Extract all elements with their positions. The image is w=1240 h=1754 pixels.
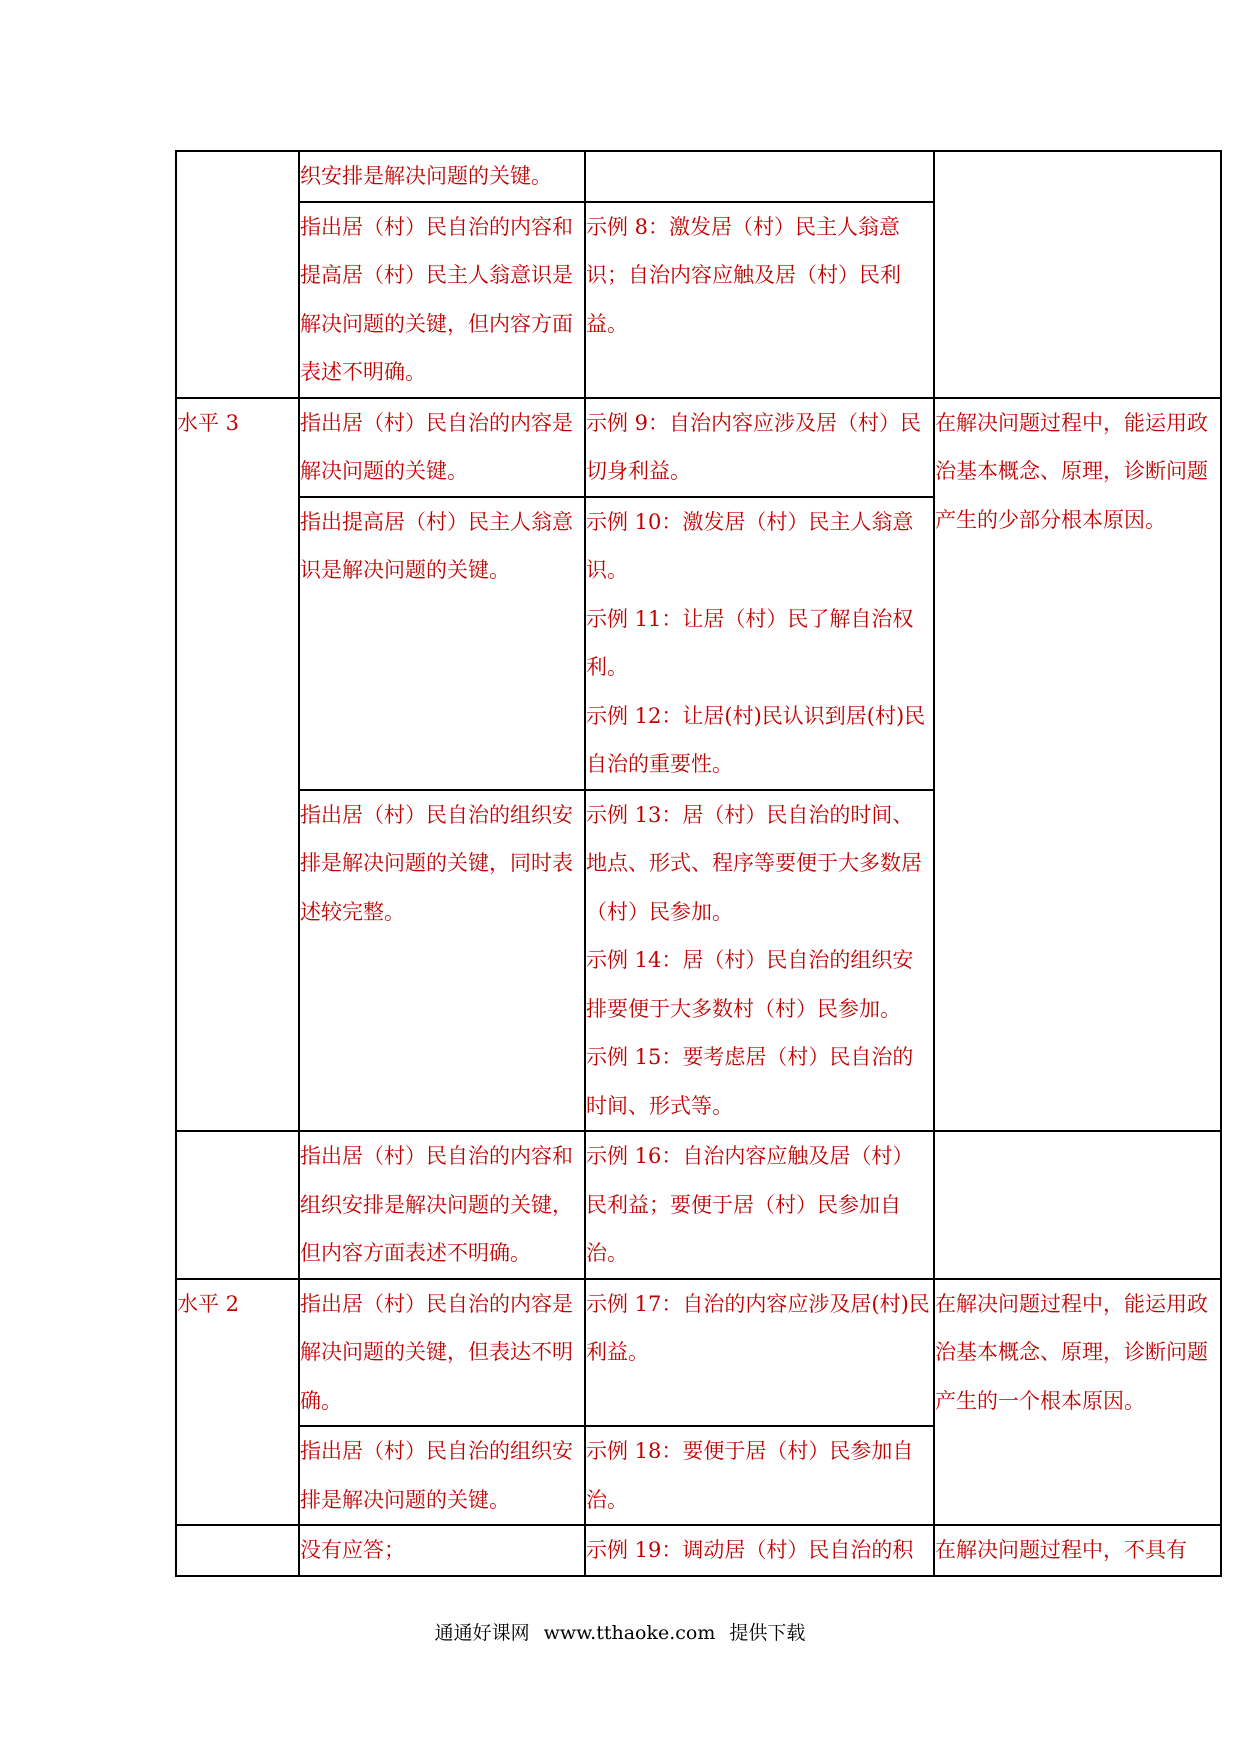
- example-text: 示例 12：让居(村)民认识到居(村)民自治的重要性。: [586, 703, 926, 776]
- scoring-point-cell: 指出居（村）民自治的内容和组织安排是解决问题的关键，但内容方面表述不明确。: [299, 1131, 585, 1279]
- example-text: 示例 16：自治内容应触及居（村）民利益；要便于居（村）民参加自治。: [586, 1144, 914, 1265]
- example-text: 示例 9：自治内容应涉及居（村）民切身利益。: [586, 410, 922, 483]
- scoring-point-cell: 没有应答；: [299, 1525, 585, 1576]
- level-label: 水平 2: [177, 1291, 240, 1316]
- level-label-cell: [176, 398, 299, 1132]
- scoring-point-cell: 指出居（村）民自治的内容是解决问题的关键，但表达不明确。: [299, 1279, 585, 1427]
- example-cell: [585, 1426, 934, 1525]
- level-cell-empty: [176, 1525, 299, 1576]
- example-text: 示例 11：让居（村）民了解自治权利。: [586, 606, 914, 679]
- example-text: 示例 14：居（村）民自治的组织安排要便于大多数村（村）民参加。: [586, 948, 914, 1021]
- footer-url[interactable]: www.tthaoke.com: [543, 1622, 716, 1644]
- example-cell: [585, 151, 934, 202]
- example-text: 示例 10：激发居（村）民主人翁意识。: [586, 509, 914, 582]
- level-cell-empty: [176, 151, 299, 398]
- level-description-cell: [934, 398, 1221, 1132]
- scoring-point-cell: 织安排是解决问题的关键。: [299, 151, 585, 202]
- example-cell: [585, 1525, 934, 1576]
- example-cell: [585, 398, 934, 497]
- level-label-cell: [176, 1279, 299, 1526]
- scoring-point-cell: 指出居（村）民自治的组织安排是解决问题的关键。: [299, 1426, 585, 1525]
- rubric-table: [175, 150, 1222, 1577]
- example-cell: [585, 1279, 934, 1427]
- page-footer: [0, 1618, 1240, 1645]
- table-row: [176, 1279, 1221, 1427]
- example-text: 示例 15：要考虑居（村）民自治的时间、形式等。: [586, 1045, 914, 1118]
- level-label: 水平 3: [177, 410, 240, 435]
- footer-note: 提供下载: [729, 1622, 806, 1644]
- scoring-point-cell: 指出居（村）民自治的内容和提高居（村）民主人翁意识是解决问题的关键，但内容方面表述不明确。: [299, 202, 585, 398]
- scoring-point-cell: 指出居（村）民自治的组织安排是解决问题的关键，同时表述较完整。: [299, 790, 585, 1132]
- scoring-point-cell: 指出提高居（村）民主人翁意识是解决问题的关键。: [299, 497, 585, 790]
- table-row: [176, 151, 1221, 202]
- example-text: 示例 8：激发居（村）民主人翁意识；自治内容应触及居（村）民利益。: [586, 214, 901, 336]
- level-description: 在解决问题过程中，不具有: [935, 1538, 1187, 1562]
- example-cell: [585, 1131, 934, 1279]
- example-cell: [585, 202, 934, 398]
- description-cell-empty: [934, 151, 1221, 398]
- example-cell: [585, 790, 934, 1132]
- level-description: 在解决问题过程中，能运用政治基本概念、原理，诊断问题产生的一个根本原因。: [935, 1291, 1208, 1413]
- description-cell-empty: [934, 1131, 1221, 1279]
- table-row: [176, 1525, 1221, 1576]
- level-description-cell: [934, 1279, 1221, 1526]
- table-row: [176, 398, 1221, 497]
- table-row: [176, 1131, 1221, 1279]
- example-text: 示例 18：要便于居（村）民参加自治。: [586, 1439, 914, 1512]
- level-cell-empty: [176, 1131, 299, 1279]
- level-description: 在解决问题过程中，能运用政治基本概念、原理，诊断问题产生的少部分根本原因。: [935, 410, 1208, 532]
- footer-site-name: 通通好课网: [434, 1622, 530, 1644]
- level-description-cell: [934, 1525, 1221, 1576]
- scoring-point-cell: 指出居（村）民自治的内容是解决问题的关键。: [299, 398, 585, 497]
- example-text: 示例 13：居（村）民自治的时间、地点、形式、程序等要便于大多数居（村）民参加。: [586, 802, 922, 924]
- example-text: 示例 19：调动居（村）民自治的积: [586, 1538, 914, 1562]
- example-text: 示例 17：自治的内容应涉及居(村)民利益。: [586, 1291, 930, 1364]
- example-cell: [585, 497, 934, 790]
